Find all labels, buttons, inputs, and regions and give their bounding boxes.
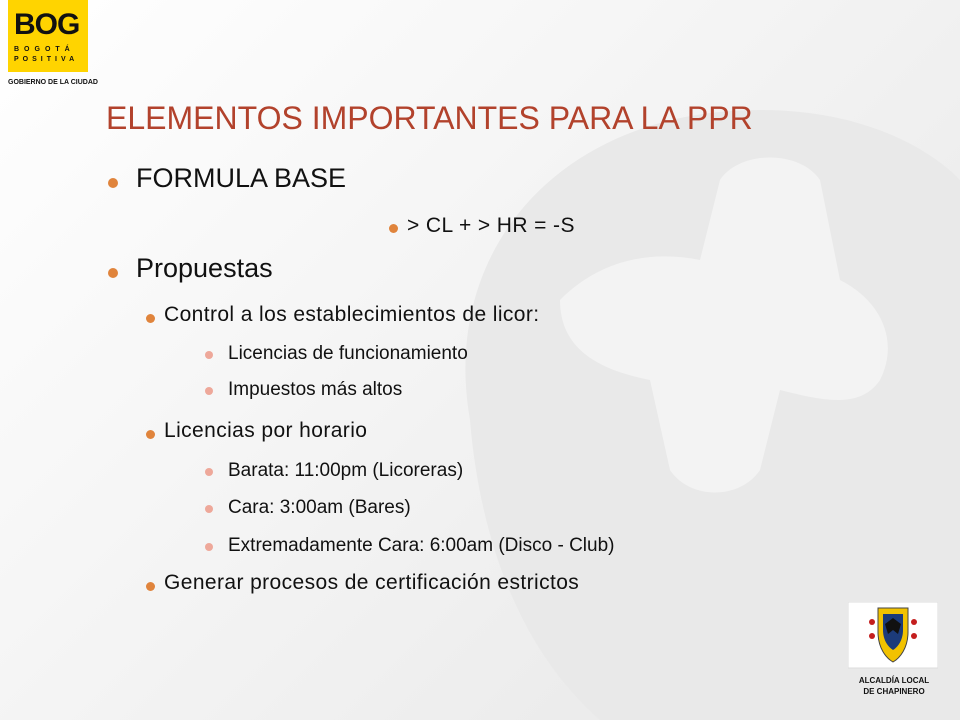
slide-title: ELEMENTOS IMPORTANTES PARA LA PPR (106, 100, 753, 136)
bullet-icon (389, 224, 398, 233)
list-item: FORMULA BASE (136, 163, 347, 193)
bullet-icon (146, 582, 155, 591)
list-item: Propuestas (136, 253, 273, 283)
list-item: Extremadamente Cara: 6:00am (Disco - Club) (228, 535, 615, 556)
logo-line-bogota: BOGOTÁ (14, 46, 75, 53)
list-item: Control a los establecimientos de licor: (164, 303, 540, 326)
list-item: Licencias por horario (164, 419, 368, 442)
bullet-icon (205, 387, 213, 395)
bullet-icon (146, 314, 155, 323)
crest-line-2: DE CHAPINERO (863, 687, 925, 696)
list-item: Licencias de funcionamiento (228, 343, 468, 364)
list-item: Impuestos más altos (228, 379, 403, 400)
list-item: > CL + > HR = -S (407, 214, 575, 237)
bullet-icon (205, 505, 213, 513)
bullet-icon (205, 543, 213, 551)
bullet-icon (205, 468, 213, 476)
list-item: Generar procesos de certificación estrictos (164, 571, 580, 594)
list-item: Cara: 3:00am (Bares) (228, 497, 411, 518)
bullet-icon (205, 351, 213, 359)
logo-subtitle: GOBIERNO DE LA CIUDAD (8, 79, 98, 86)
logo-mark: BOG (14, 8, 80, 41)
bullet-icon (146, 430, 155, 439)
crest-line-1: ALCALDÍA LOCAL (858, 676, 930, 685)
logo-line-positiva: POSITIVA (14, 56, 79, 63)
bullet-icon (108, 178, 118, 188)
bullet-icon (108, 268, 118, 278)
list-item: Barata: 11:00pm (Licoreras) (228, 460, 464, 481)
